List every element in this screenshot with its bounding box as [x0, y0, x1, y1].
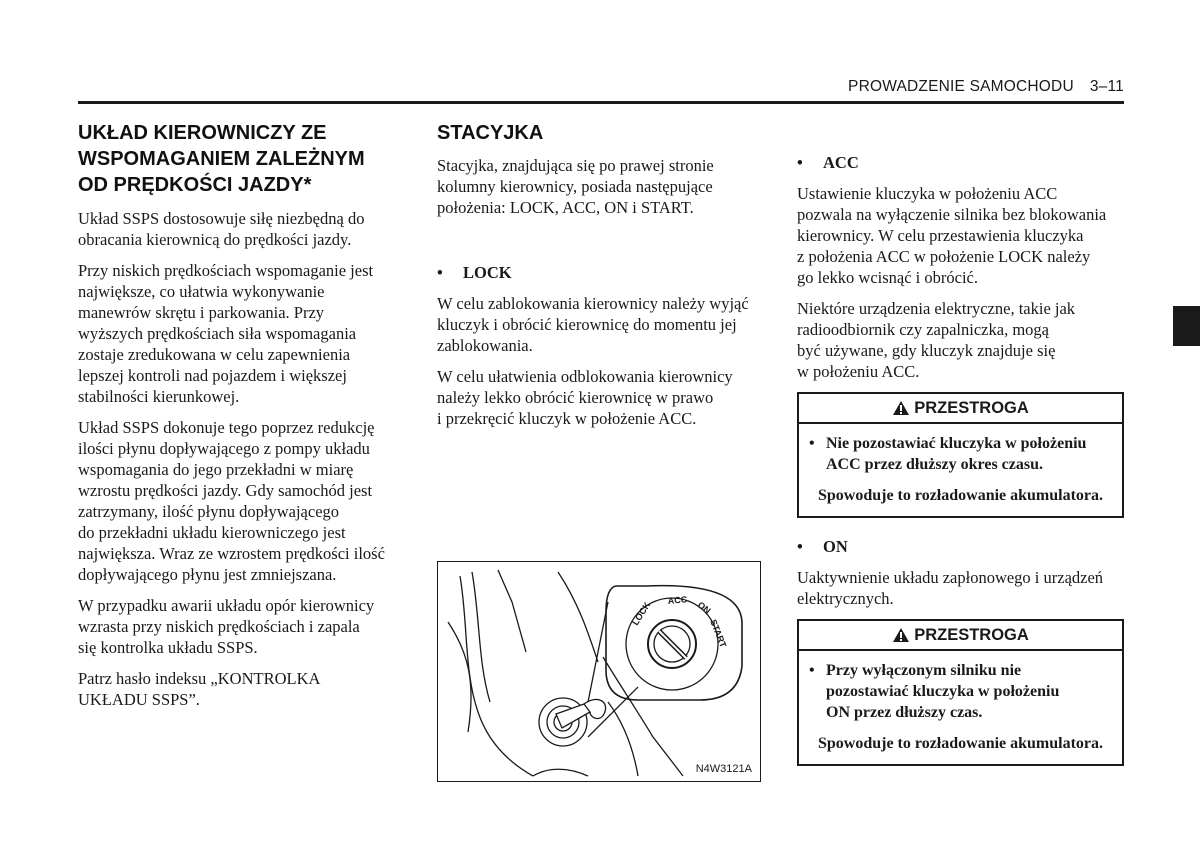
ignition-intro: Stacyjka, znajdująca się po prawej stronie kolumny kierownicy, posiada następujące położenia: LOCK, ACC, ON i START.	[437, 156, 714, 217]
warning-box-acc	[797, 392, 1124, 518]
column-middle	[437, 120, 767, 439]
lock-heading-label: LOCK	[463, 263, 512, 282]
warning-title: PRZESTROGA	[914, 626, 1029, 644]
ssps-paragraph-5: Patrz hasło indeksu „KONTROLKA UKŁADU SSPS”.	[78, 669, 321, 709]
acc-paragraph-2: Niektóre urządzenia elektryczne, takie jak radioodbiornik czy zapalniczka, mogą być używane, gdy kluczyk znajduje się w położeniu ACC.	[797, 299, 1076, 381]
ssps-heading: UKŁAD KIEROWNICZY ZE WSPOMAGANIEM ZALEŻNYM OD PRĘDKOŚCI JAZDY*	[78, 122, 365, 196]
acc-heading-label: ACC	[823, 153, 859, 172]
chapter-tab-marker	[1173, 306, 1200, 346]
label-on: ON	[695, 599, 713, 616]
bullet-glyph: •	[809, 435, 815, 452]
warning-body	[799, 424, 1122, 516]
header-rule	[78, 101, 1124, 104]
acc-paragraph-1: Ustawienie kluczyka w położeniu ACC pozwala na wyłączenie silnika bez blokowania kierownicy. W celu przestawienia kluczyka z położenia ACC w położenie LOCK należy go lekko wcisnąć i obrócić.	[797, 184, 1107, 287]
ssps-paragraph-3: Układ SSPS dokonuje tego poprzez redukcję ilości płynu dopływającego z pompy układu wspomagania do jego przekładni w miarę wzrostu prędkości jazdy. Gdy samochód jest zatrzymany, ilość płynu dopływającego do przekładni układu kierowniczego jest największa. Wraz ze wzrostem prędkości ilość dopływającego płynu jest zmniejszana.	[78, 418, 385, 584]
column-left	[78, 120, 398, 720]
warning-item-text: Przy wyłączonym silniku nie pozostawiać kluczyka w położeniu ON przez dłuższy czas.	[826, 662, 1060, 721]
label-lock: LOCK	[630, 600, 653, 628]
on-heading-label: ON	[823, 537, 848, 556]
warning-item	[809, 660, 1112, 723]
ignition-illustration	[438, 562, 759, 780]
label-start: START	[708, 618, 729, 649]
column-right	[797, 152, 1124, 784]
bullet-glyph: •	[797, 537, 803, 556]
warning-header	[799, 394, 1122, 424]
on-heading	[797, 536, 1124, 557]
ssps-paragraph-4: W przypadku awarii układu opór kierownicy wzrasta przy niskich prędkościach i zapala się kontrolka układu SSPS.	[78, 596, 375, 657]
ignition-switch-figure	[437, 561, 761, 782]
warning-body	[799, 651, 1122, 764]
figure-code: N4W3121A	[695, 763, 752, 775]
ssps-paragraph-1: Układ SSPS dostosowuje siłę niezbędną do obracania kierownicą do prędkości jazdy.	[78, 209, 365, 249]
warning-triangle-icon	[892, 400, 910, 416]
warning-header	[799, 621, 1122, 651]
warning-consequence: Spowoduje to rozładowanie akumulatora.	[817, 735, 1104, 752]
warning-item-text: Nie pozostawiać kluczyka w położeniu ACC przez dłuższy okres czasu.	[826, 435, 1087, 473]
warning-title: PRZESTROGA	[914, 399, 1029, 417]
warning-box-on	[797, 619, 1124, 766]
on-paragraph: Uaktywnienie układu zapłonowego i urządzeń elektrycznych.	[797, 568, 1104, 608]
warning-consequence: Spowoduje to rozładowanie akumulatora.	[817, 487, 1104, 504]
bullet-glyph: •	[797, 153, 803, 172]
page-header	[848, 78, 1124, 96]
ssps-paragraph-2: Przy niskich prędkościach wspomaganie jest największe, co ułatwia wykonywanie manewrów skrętu i parkowania. Przy wyższych prędkościach siła wspomagania zostaje zredukowana w celu zapewnienia lepszej kontroli nad pojazdem i większej stabilności kierunkowej.	[78, 261, 374, 406]
bullet-glyph: •	[437, 263, 443, 282]
lock-paragraph-2: W celu ułatwienia odblokowania kierownicy należy lekko obrócić kierownicę w prawo i przekręcić kluczyk w położenie ACC.	[437, 367, 733, 428]
warning-item	[809, 433, 1112, 475]
lock-heading	[437, 262, 767, 283]
acc-heading	[797, 152, 1124, 173]
page-number: 3–11	[1089, 78, 1124, 95]
label-acc: ACC	[667, 594, 688, 606]
ignition-heading: STACYJKA	[437, 122, 544, 144]
lock-paragraph-1: W celu zablokowania kierownicy należy wyjąć kluczyk i obrócić kierownicę do momentu jej zablokowania.	[437, 294, 749, 355]
warning-triangle-icon	[892, 627, 910, 643]
section-title: PROWADZENIE SAMOCHODU	[848, 78, 1074, 95]
bullet-glyph: •	[809, 662, 815, 679]
